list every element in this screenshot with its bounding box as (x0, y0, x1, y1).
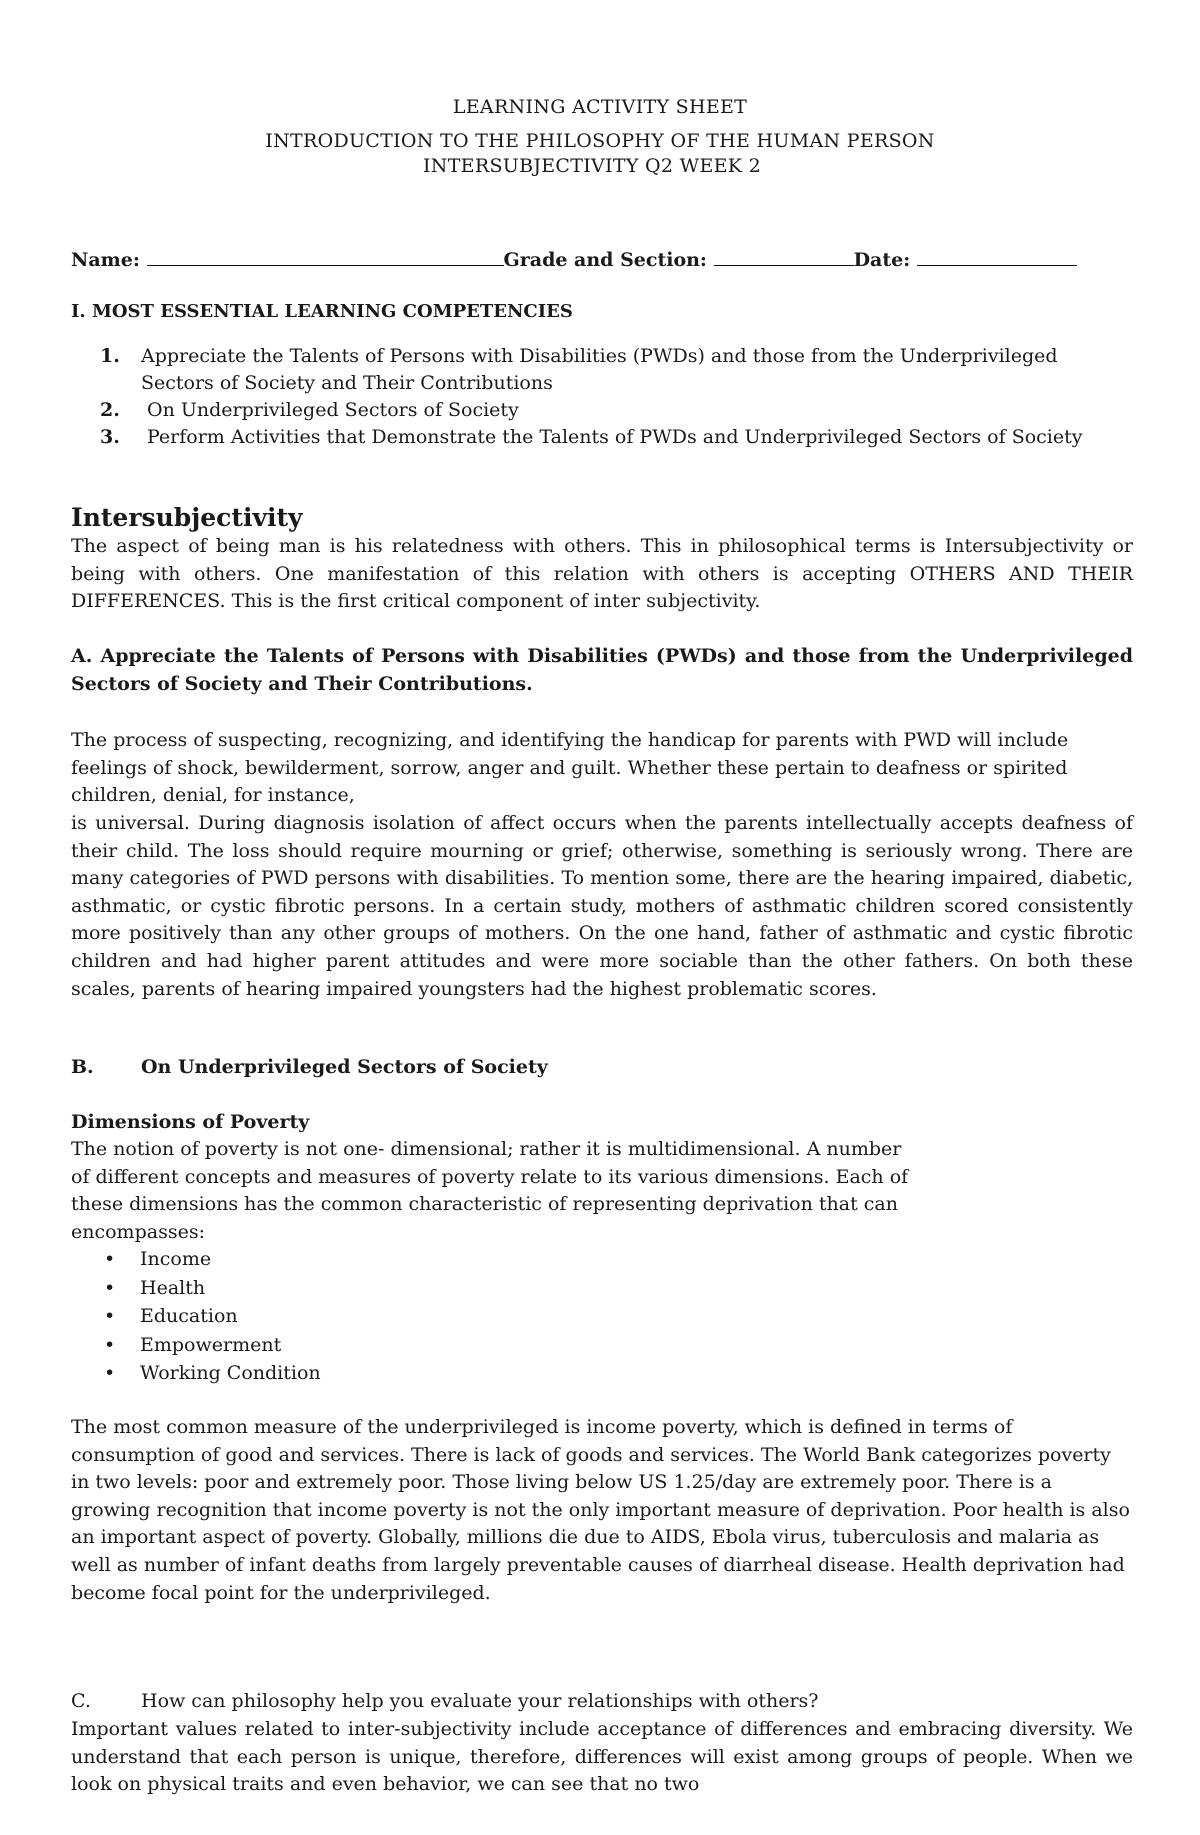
section-c-tag: C. (71, 1690, 91, 1712)
date-blank[interactable] (917, 245, 1077, 266)
sheet-title: LEARNING ACTIVITY SHEET (452, 96, 748, 118)
list-item: • Health (104, 1274, 321, 1303)
competencies-heading: I. MOST ESSENTIAL LEARNING COMPETENCIES (71, 301, 573, 322)
item-text: Appreciate the Talents of Persons with Disabilities (PWDs) and those from the Underprivileged Sectors of Society and Their Contributions (141, 345, 1058, 394)
section-a-paragraph-1: The process of suspecting, recognizing, and identifying the handicap for parents with PWD will include feelings of shock, bewilderment, sorrow, anger and guilt. Whether these pertain to deafness or spirited children, denial, for instance, (71, 729, 1069, 807)
name-blank[interactable] (147, 245, 504, 266)
item-text: On Underprivileged Sectors of Society (147, 399, 519, 421)
competency-item (100, 343, 1130, 397)
date-label: Date: (853, 249, 911, 271)
poverty-dimensions-list (104, 1245, 321, 1388)
section-b-heading-row (71, 1056, 548, 1078)
grade-section-blank[interactable] (714, 245, 854, 266)
list-item: • Working Condition (104, 1359, 321, 1388)
section-a-paragraph-2: is universal. During diagnosis isolation of affect occurs when the parents intellectually accepts deafness of their child. The loss should require mourning or grief; otherwise, something is seriously wrong. There are many categories of PWD persons with disabilities. To mention some, there are the hearing impaired, diabetic, asthmatic, or cystic fibrotic persons. In a certain study, mothers of asthmatic children scored consistently more positively than any other groups of mothers. On the one hand, father of asthmatic and cystic fibrotic children and had higher parent attitudes and were more sociable than the other fathers. On both these scales, parents of hearing impaired youngsters had the highest problematic scores. (71, 812, 1133, 1000)
income-poverty-paragraph: The most common measure of the underprivileged is income poverty, which is defined in terms of consumption of good and services. There is lack of goods and services. The World Bank categorizes poverty in two levels: poor and extremely poor. Those living below US 1.25/day are extremely poor. There is a growing recognition that income poverty is not the only important measure of deprivation. Poor health is also an important aspect of poverty. Globally, millions die due to AIDS, Ebola virus, tuberculosis and malaria as well as number of infant deaths from largely preventable causes of diarrheal disease. Health deprivation had become focal point for the underprivileged. (71, 1416, 1130, 1604)
dimensions-of-poverty-heading: Dimensions of Poverty (71, 1111, 310, 1133)
list-item: • Education (104, 1302, 321, 1331)
section-c-question-row (71, 1690, 818, 1712)
grade-section-label: Grade and Section: (503, 249, 707, 271)
item-text: Perform Activities that Demonstrate the Talents of PWDs and Underprivileged Sectors of Society (147, 426, 1083, 448)
list-item: • Empowerment (104, 1331, 321, 1360)
section-b-heading: On Underprivileged Sectors of Society (141, 1056, 548, 1078)
student-info-row (71, 245, 1133, 271)
competencies-list (100, 343, 1130, 451)
intersubjectivity-title: Intersubjectivity (71, 503, 303, 532)
subject-title: INTRODUCTION TO THE PHILOSOPHY OF THE HUMAN PERSON (265, 130, 935, 152)
item-number: 1. (100, 345, 120, 367)
item-number: 3. (100, 426, 120, 448)
section-b-tag: B. (71, 1056, 94, 1078)
topic-title: INTERSUBJECTIVITY Q2 WEEK 2 (422, 155, 762, 177)
competency-item (100, 424, 1130, 451)
name-label: Name: (71, 249, 140, 271)
list-item: • Income (104, 1245, 321, 1274)
section-c-body: Important values related to inter-subjectivity include acceptance of differences and embracing diversity. We understand that each person is unique, therefore, differences will exist among groups of people. When we look on physical traits and even behavior, we can see that no two (71, 1718, 1133, 1796)
competency-item (100, 397, 1130, 424)
poverty-intro: The notion of poverty is not one- dimensional; rather it is multidimensional. A number of different concepts and measures of poverty relate to its various dimensions. Each of these dimensions has the common characteristic of representing deprivation that can encompasses: (71, 1138, 909, 1243)
section-a-heading: A. Appreciate the Talents of Persons with Disabilities (PWDs) and those from the Underprivileged Sectors of Society and Their Contributions. (71, 645, 1133, 695)
item-number: 2. (100, 399, 120, 421)
section-c-question: How can philosophy help you evaluate your relationships with others? (141, 1690, 819, 1712)
intersubjectivity-body: The aspect of being man is his relatedness with others. This in philosophical terms is Intersubjectivity or being with others. One manifestation of this relation with others is accepting OTHERS AND THEIR DIFFERENCES. This is the first critical component of inter subjectivity. (71, 535, 1133, 613)
